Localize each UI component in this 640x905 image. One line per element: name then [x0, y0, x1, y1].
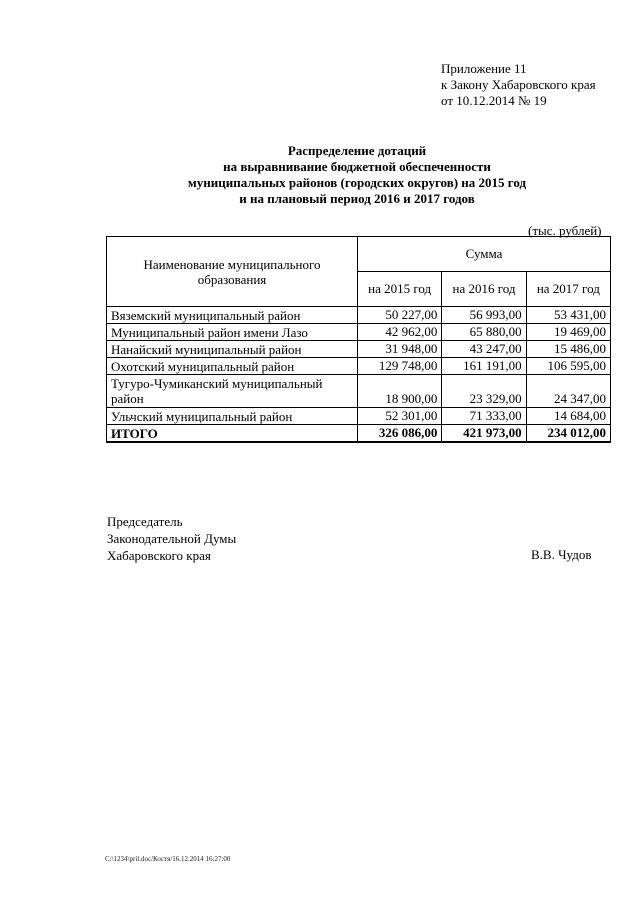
appendix-line: от 10.12.2014 № 19 [441, 93, 547, 108]
signatory-line: Законодательной Думы [107, 531, 237, 546]
amount-2015: 42 962,00 [358, 324, 442, 341]
amount-2016: 23 329,00 [442, 375, 526, 408]
document-title [60, 143, 640, 207]
header-year-2016: на 2016 год [442, 272, 526, 307]
amount-2015: 129 748,00 [358, 358, 442, 375]
signatory-line: Председатель [107, 514, 183, 529]
header-sum: Сумма [358, 237, 611, 272]
total-2017: 234 012,00 [526, 425, 610, 443]
amount-2017: 14 684,00 [526, 408, 610, 425]
district-name: Тугуро-Чумиканский муниципальный район [107, 375, 358, 408]
table-header-row [107, 237, 611, 272]
file-path-footer: C:\1234\pril.doc/Костя/16.12.2014 16:27:00 [105, 855, 231, 863]
district-name: Нанайский муниципальный район [107, 341, 358, 358]
title-line: муниципальных районов (городских округов) на 2015 год [187, 175, 527, 190]
appendix-line: Приложение 11 [441, 61, 527, 76]
amount-2016: 43 247,00 [442, 341, 526, 358]
amount-2016: 56 993,00 [442, 307, 526, 324]
table-row [107, 375, 611, 408]
appendix-line: к Закону Хабаровского края [441, 77, 596, 92]
amount-2016: 65 880,00 [442, 324, 526, 341]
header-year-2015: на 2015 год [358, 272, 442, 307]
total-label: ИТОГО [107, 425, 358, 443]
signatory-title [107, 513, 236, 564]
units-note: (тыс. рублей) [528, 223, 602, 238]
signatory-name: В.В. Чудов [531, 547, 592, 562]
district-name: Вяземский муниципальный район [107, 307, 358, 324]
title-line: Распределение дотаций [287, 143, 427, 158]
total-2015: 326 086,00 [358, 425, 442, 443]
total-2016: 421 973,00 [442, 425, 526, 443]
amount-2015: 52 301,00 [358, 408, 442, 425]
table-row [107, 341, 611, 358]
district-name: Муниципальный район имени Лазо [107, 324, 358, 341]
amount-2015: 50 227,00 [358, 307, 442, 324]
amount-2015: 18 900,00 [358, 375, 442, 408]
title-line: на выравнивание бюджетной обеспеченности [223, 159, 491, 174]
district-name: Ульчский муниципальный район [107, 408, 358, 425]
amount-2017: 19 469,00 [526, 324, 610, 341]
amount-2016: 161 191,00 [442, 358, 526, 375]
amount-2017: 24 347,00 [526, 375, 610, 408]
total-row [107, 425, 611, 443]
subsidy-table [106, 236, 611, 443]
title-line: и на плановый период 2016 и 2017 годов [239, 191, 475, 206]
header-name: Наименование муниципального образования [107, 237, 358, 307]
table-row [107, 324, 611, 341]
table-row [107, 307, 611, 324]
appendix-note [441, 61, 596, 109]
district-name: Охотский муниципальный район [107, 358, 358, 375]
amount-2015: 31 948,00 [358, 341, 442, 358]
table-row [107, 408, 611, 425]
table-row [107, 358, 611, 375]
signatory-line: Хабаровского края [107, 548, 211, 563]
amount-2017: 15 486,00 [526, 341, 610, 358]
amount-2017: 106 595,00 [526, 358, 610, 375]
header-year-2017: на 2017 год [526, 272, 610, 307]
amount-2016: 71 333,00 [442, 408, 526, 425]
amount-2017: 53 431,00 [526, 307, 610, 324]
